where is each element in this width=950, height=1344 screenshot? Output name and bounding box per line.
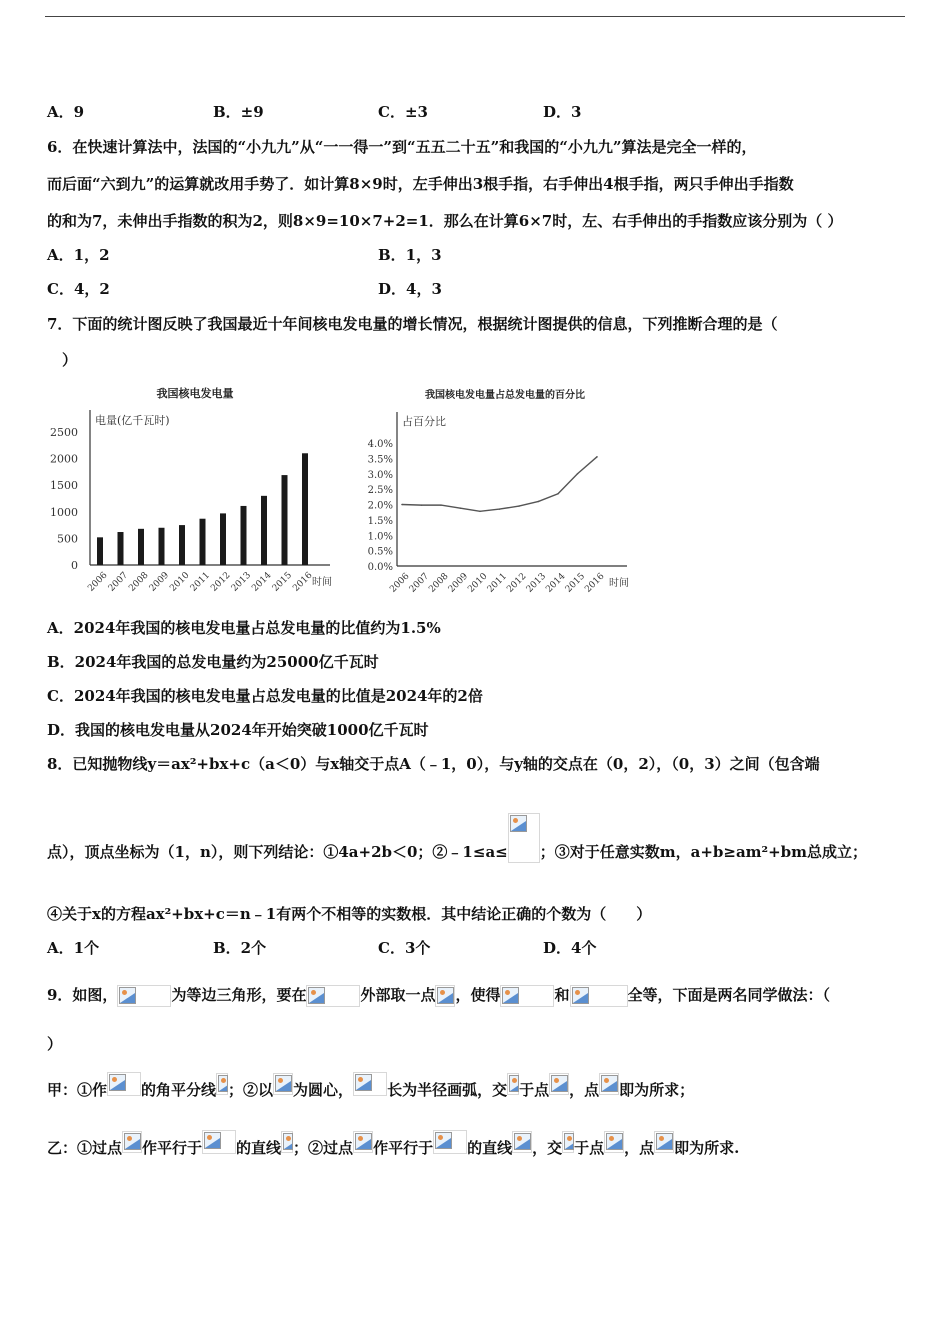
line-chart-xtick-label: 2011 (485, 571, 510, 595)
bar-chart-ytick-label: 2000 (50, 452, 78, 466)
yi-image-7 (562, 1131, 574, 1153)
line-chart-xtick-label: 2014 (544, 571, 568, 595)
yi-text-1: 乙：①过点 (47, 1139, 123, 1157)
line-chart-ytick-label: 0.0% (367, 562, 393, 573)
line-chart-xtick-label: 2010 (466, 571, 490, 595)
bar-chart-bar (97, 537, 103, 565)
q8-option-c: C．3个 (378, 939, 431, 957)
broken-image-icon (437, 987, 454, 1004)
broken-image-icon (119, 987, 136, 1004)
yi-text-8: 于点 (574, 1139, 605, 1157)
yi-image-5 (433, 1130, 467, 1154)
q6-option-b: B．1，3 (378, 246, 442, 264)
q6-option-d: D．4，3 (378, 280, 442, 298)
q9-image-tri-b (570, 985, 628, 1007)
q8-line-3: ④关于x的方程ax²+bx+c＝n﹣1有两个不相等的实数根．其中结论正确的个数为（ ） (47, 905, 652, 923)
q8-option-a: A．1个 (47, 939, 100, 957)
jia-text-7: ，点 (569, 1081, 600, 1099)
q8-line-1-formula: y＝ax²+bx+c（a＜0）与x轴交于点A（﹣1，0），与y轴的交点在（0，2），（0，3）之间（包含端 (147, 755, 820, 773)
bar-chart-bar (159, 528, 165, 565)
q9-text-1: 9．如图， (47, 986, 118, 1004)
jia-image-6 (549, 1073, 569, 1095)
broken-image-icon (572, 987, 589, 1004)
broken-image-icon (606, 1133, 623, 1150)
q7-option-b: B．2024年我国的总发电量约为25000亿千瓦时 (47, 653, 379, 671)
bar-chart-ylabel: 电量(亿千瓦时) (95, 414, 170, 427)
bar-chart-bar (282, 475, 288, 565)
broken-image-icon (656, 1133, 673, 1150)
bar-chart-ytick-label: 2500 (50, 426, 78, 439)
line-chart-ytick-label: 0.5% (367, 546, 393, 558)
line-chart-point (596, 456, 598, 458)
yi-image-6 (512, 1131, 532, 1153)
yi-text-2: 作平行于 (142, 1139, 203, 1157)
nuclear-output-bar-chart (45, 380, 345, 602)
broken-image-icon (435, 1132, 452, 1149)
bar-chart-xtick-label: 2011 (188, 570, 213, 594)
line-chart-point (557, 493, 559, 495)
broken-image-icon (109, 1074, 126, 1091)
yi-image-2 (202, 1130, 236, 1154)
q5-option-a: A．9 (47, 103, 85, 121)
q6-line-2: 而后面“六到九”的运算就改用手势了．如计算8×9时，左手伸出3根手指，右手伸出4根手指，两只手伸出手指数 (47, 175, 794, 193)
bar-chart-bar (261, 496, 267, 565)
jia-image-4 (353, 1072, 387, 1096)
q9-yi-line (47, 1138, 739, 1158)
bar-chart-ytick-label: 500 (57, 532, 78, 546)
q6-option-c: C．4，2 (47, 280, 110, 298)
broken-image-icon (283, 1133, 293, 1150)
yi-text-9: ，点 (624, 1139, 655, 1157)
broken-image-icon (275, 1075, 292, 1092)
bar-chart-xtick-label: 2015 (270, 570, 295, 594)
line-chart-ytick-label: 4.0% (367, 439, 393, 450)
bar-chart-bar (302, 453, 308, 565)
line-chart-point (499, 508, 501, 510)
broken-image-icon (514, 1133, 531, 1150)
yi-image-9 (654, 1131, 674, 1153)
q7-option-c: C．2024年我国的核电发电量占总发电量的比值是2024年的2倍 (47, 687, 483, 705)
line-chart-point (577, 473, 579, 475)
line-chart-xtick-label: 2009 (446, 571, 471, 595)
q9-text-4: ，使得 (455, 986, 501, 1004)
bar-chart-xtick-label: 2016 (291, 570, 315, 594)
line-chart-xtick-label: 2013 (524, 571, 549, 595)
broken-image-icon (510, 815, 527, 832)
line-chart-point (440, 504, 442, 506)
bar-chart-bar (241, 506, 247, 565)
jia-image-3 (273, 1073, 293, 1095)
q9-image-tri-a (500, 985, 554, 1007)
q9-text-3: 外部取一点 (360, 986, 436, 1004)
bar-chart-xlabel: 时间 (312, 577, 332, 588)
line-chart-ytick-label: 2.0% (367, 500, 393, 512)
broken-image-icon (502, 987, 519, 1004)
q8-line-2 (47, 842, 867, 863)
jia-image-1 (107, 1072, 141, 1096)
q9-image-triangle (117, 985, 171, 1007)
yi-text-10: 即为所求. (674, 1139, 740, 1157)
bar-chart-xtick-label: 2012 (209, 570, 233, 594)
bar-chart-bar (138, 529, 144, 565)
broken-image-icon (218, 1075, 228, 1092)
broken-image-icon (509, 1075, 519, 1092)
broken-image-icon (601, 1075, 618, 1092)
jia-image-5 (507, 1073, 519, 1095)
line-chart-point (421, 504, 423, 506)
yi-image-8 (604, 1131, 624, 1153)
broken-image-icon (124, 1133, 141, 1150)
q9-image-point (435, 985, 455, 1007)
line-chart-series (402, 457, 597, 511)
line-chart-point (401, 504, 403, 506)
nuclear-share-line-chart (345, 380, 635, 602)
bar-chart-xtick-label: 2006 (86, 570, 110, 594)
line-chart-xtick-label: 2008 (427, 571, 451, 595)
q8-formula-image (508, 813, 540, 863)
bar-chart-ytick-label: 1000 (50, 505, 78, 519)
q9-text-6: 全等，下面是两名同学做法：（ (627, 986, 831, 1004)
bar-chart-ytick-label: 0 (71, 559, 78, 572)
line-chart-ytick-label: 2.5% (367, 485, 393, 497)
jia-image-2 (216, 1073, 228, 1095)
bar-chart-xtick-label: 2014 (250, 570, 274, 594)
jia-text-1: 甲：①作 (47, 1081, 108, 1099)
jia-image-7 (599, 1073, 619, 1095)
q9-image-triangle-2 (306, 985, 360, 1007)
q5-option-d: D．3 (543, 103, 582, 121)
line-chart-xtick-label: 2016 (583, 571, 607, 595)
bar-chart-xtick-label: 2009 (147, 570, 172, 594)
q7-line-2: ） (62, 351, 78, 369)
q6-line-1: 6．在快速计算法中，法国的“小九九”从“一一得一”到“五五二十五”和我国的“小九九”算法是完全一样的， (47, 138, 757, 156)
yi-image-4 (353, 1131, 373, 1153)
bar-chart-bar (118, 532, 124, 565)
bar-chart-xtick-label: 2013 (229, 570, 254, 594)
bar-chart-bar (200, 519, 206, 565)
line-chart-ytick-label: 3.5% (367, 454, 393, 466)
q8-line-2-start: 点），顶点坐标为（1，n），则下列结论：①4a+2b＜0；②﹣1≤a≤ (47, 843, 508, 861)
q7-line-1: 7．下面的统计图反映了我国最近十年间核电发电量的增长情况，根据统计图提供的信息，下列推断合理的是（ (47, 315, 778, 333)
yi-image-1 (122, 1131, 142, 1153)
yi-text-7: ，交 (532, 1139, 563, 1157)
q9-text-5: 和 (554, 986, 570, 1004)
line-chart-title: 我国核电发电量占总发电量的百分比 (425, 390, 585, 401)
bar-chart-title: 我国核电发电量 (156, 387, 234, 400)
jia-text-2: 的角平分线 (141, 1081, 217, 1099)
broken-image-icon (551, 1075, 568, 1092)
bar-chart-bar (220, 513, 226, 565)
q5-option-c: C．±3 (378, 103, 428, 121)
bar-chart-ytick-label: 1500 (50, 479, 78, 493)
line-chart-point (479, 510, 481, 512)
jia-text-5: 长为半径画弧，交 (387, 1081, 508, 1099)
jia-text-4: 为圆心， (293, 1081, 354, 1099)
q7-option-a: A．2024年我国的核电发电量占总发电量的比值约为1.5% (47, 619, 441, 637)
line-chart-xlabel: 时间 (609, 578, 629, 589)
broken-image-icon (355, 1133, 372, 1150)
yi-image-3 (281, 1131, 293, 1153)
line-chart-xtick-label: 2006 (388, 571, 412, 595)
q9-jia-line (47, 1080, 694, 1100)
broken-image-icon (308, 987, 325, 1004)
yi-text-6: 的直线 (467, 1139, 513, 1157)
q5-option-b: B．±9 (213, 103, 264, 121)
q6-line-3: 的和为7，未伸出手指数的积为2，则8×9=10×7+2=1．那么在计算6×7时，左、右手伸出的手指数应该分别为（ ） (47, 212, 843, 230)
line-chart-xtick-label: 2012 (505, 571, 529, 595)
yi-text-3: 的直线 (236, 1139, 282, 1157)
line-chart-xtick-label: 2015 (563, 571, 588, 595)
broken-image-icon (564, 1133, 574, 1150)
line-chart-point (538, 501, 540, 503)
q9-line-2: ） (47, 1035, 63, 1053)
q9-text-2: 为等边三角形，要在 (171, 986, 307, 1004)
q8-line-2-end: ；③对于任意实数m，a+b≥am²+bm总成立； (539, 843, 868, 861)
q7-option-d: D．我国的核电发电量从2024年开始突破1000亿千瓦时 (47, 721, 429, 739)
bar-chart-xtick-label: 2010 (168, 570, 192, 594)
bar-chart-xtick-label: 2007 (106, 570, 131, 594)
q6-option-a: A．1，2 (47, 246, 110, 264)
line-chart-ytick-label: 1.0% (367, 531, 393, 543)
line-chart-ytick-label: 1.5% (367, 515, 393, 527)
yi-text-5: 作平行于 (373, 1139, 434, 1157)
jia-text-3: ；②以 (228, 1081, 274, 1099)
q9-line-1 (47, 985, 830, 1007)
line-chart-ytick-label: 3.0% (367, 469, 393, 481)
line-chart-ylabel: 占百分比 (402, 415, 446, 428)
q8-option-b: B．2个 (213, 939, 267, 957)
q8-line-1-prefix: 8．已知抛物线 (47, 755, 148, 773)
bar-chart-xtick-label: 2008 (127, 570, 151, 594)
jia-text-8: 即为所求； (619, 1081, 695, 1099)
q8-option-d: D．4个 (543, 939, 597, 957)
line-chart-point (518, 505, 520, 507)
q8-line-1 (47, 754, 820, 774)
broken-image-icon (204, 1132, 221, 1149)
q7-figure (45, 380, 635, 602)
jia-text-6: 于点 (519, 1081, 550, 1099)
line-chart-xtick-label: 2007 (407, 571, 432, 595)
broken-image-icon (355, 1074, 372, 1091)
bar-chart-bar (179, 525, 185, 565)
line-chart-point (460, 507, 462, 509)
header-rule (45, 16, 905, 17)
yi-text-4: ；②过点 (293, 1139, 354, 1157)
